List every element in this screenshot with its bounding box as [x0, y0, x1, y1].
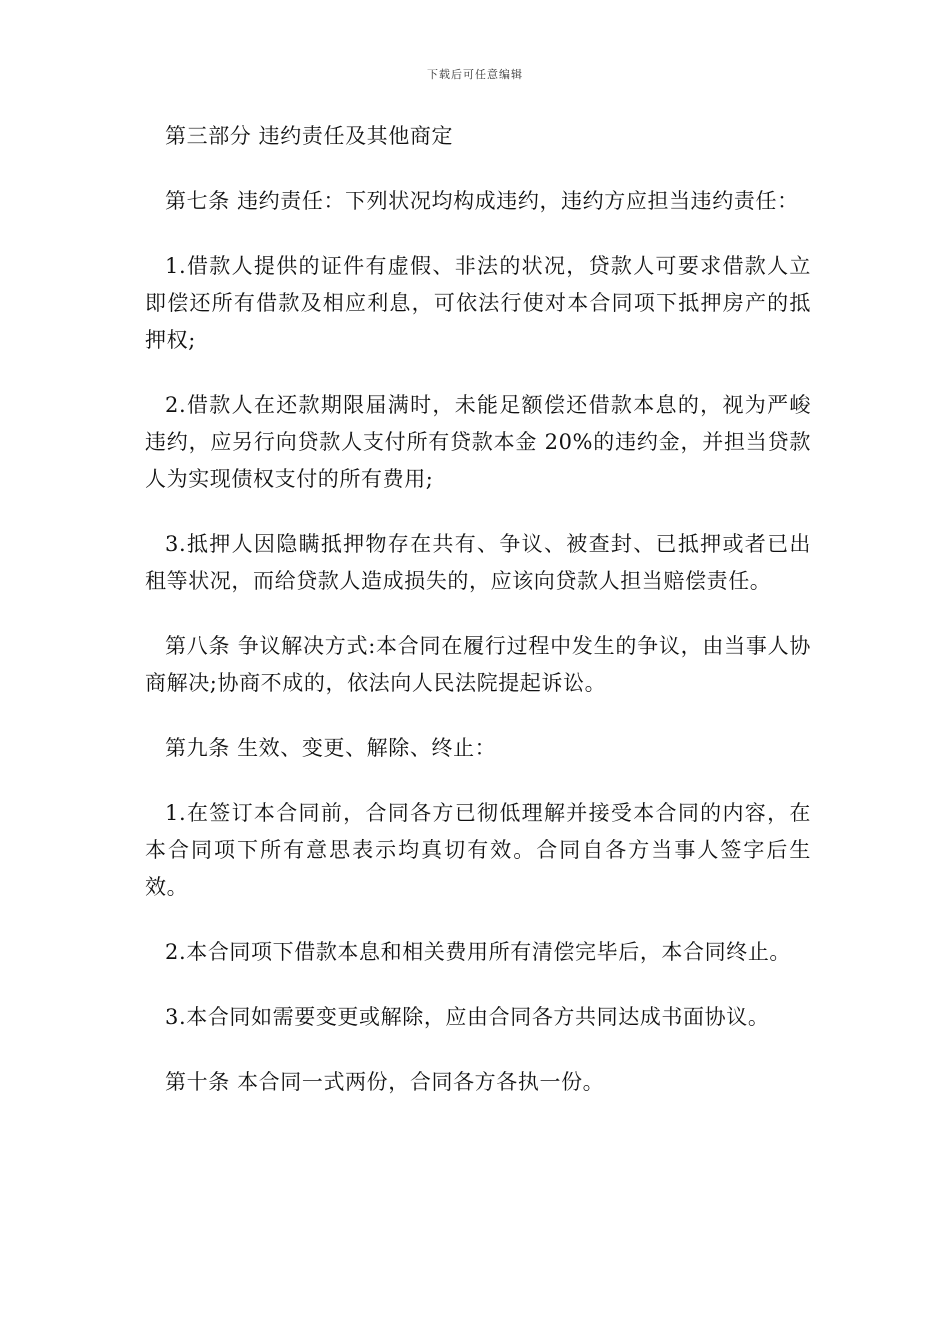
article-seven-heading: 第七条 违约责任：下列状况均构成违约，违约方应担当违约责任： — [165, 189, 799, 213]
article-seven-clause-1: 1.借款人提供的证件有虚假、非法的状况，贷款人可要求借款人立即偿还所有借款及相应利息，可依法行使对本合同项下抵押房产的抵押权; — [145, 254, 811, 352]
article-seven-clause-2: 2.借款人在还款期限届满时，未能足额偿还借款本息的，视为严峻违约，应另行向贷款人支付所有贷款本金 20%的违约金，并担当贷款人为实现债权支付的所有费用; — [145, 393, 811, 491]
header-note: 下载后可任意编辑 — [427, 68, 523, 81]
article-nine-clause-2: 2.本合同项下借款本息和相关费用所有清偿完毕后，本合同终止。 — [165, 940, 792, 964]
article-eight: 第八条 争议解决方式:本合同在履行过程中发生的争议，由当事人协商解决;协商不成的，依法向人民法院提起诉讼。 — [145, 634, 811, 695]
article-nine-clause-3: 3.本合同如需要变更或解除，应由合同各方共同达成书面协议。 — [165, 1005, 770, 1029]
article-ten: 第十条 本合同一式两份，合同各方各执一份。 — [165, 1070, 605, 1094]
section-heading-part-three: 第三部分 违约责任及其他商定 — [165, 124, 454, 148]
document-body — [145, 118, 811, 1129]
article-seven-clause-3: 3.抵押人因隐瞒抵押物存在共有、争议、被查封、已抵押或者已出租等状况，而给贷款人造成损失的，应该向贷款人担当赔偿责任。 — [145, 532, 811, 593]
article-nine-heading: 第九条 生效、变更、解除、终止： — [165, 736, 497, 760]
article-nine-clause-1: 1.在签订本合同前，合同各方已彻低理解并接受本合同的内容，在本合同项下所有意思表示均真切有效。合同自各方当事人签字后生效。 — [145, 801, 811, 899]
